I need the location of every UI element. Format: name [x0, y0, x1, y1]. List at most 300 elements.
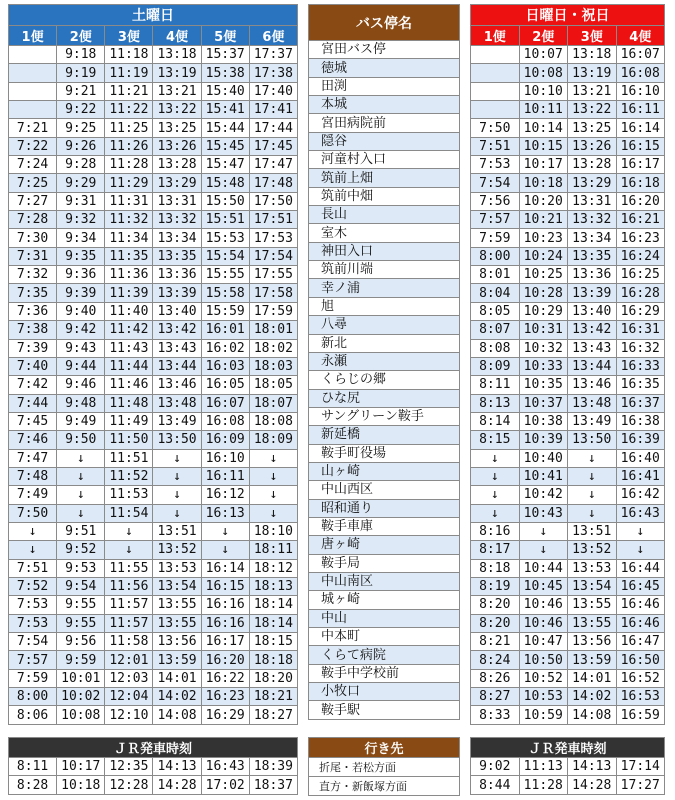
saturday-time-cell: 11:40 — [105, 302, 153, 320]
sunday-jr-time-cell: 14:13 — [568, 758, 617, 776]
saturday-time-cell: 16:08 — [201, 412, 249, 430]
saturday-rows-row — [9, 688, 298, 706]
sunday-rows-row — [471, 504, 665, 522]
saturday-rows-row — [9, 46, 298, 64]
saturday-rows-row — [9, 211, 298, 229]
saturday-time-cell: 9:26 — [57, 137, 105, 155]
saturday-time-cell: 17:38 — [249, 64, 297, 82]
saturday-time-cell: 9:51 — [57, 522, 105, 540]
bus-stop-name: 本城 — [309, 96, 460, 114]
sunday-time-cell: 16:38 — [616, 412, 665, 430]
bus-stop-row — [309, 517, 460, 535]
saturday-jr-time-cell: 16:43 — [201, 758, 249, 776]
saturday-time-cell: 18:14 — [249, 614, 297, 632]
sunday-time-cell: 16:50 — [616, 651, 665, 669]
saturday-time-cell: 13:39 — [153, 284, 201, 302]
sunday-time-cell: 8:19 — [471, 577, 520, 595]
saturday-time-cell: 13:56 — [153, 633, 201, 651]
sunday-time-cell: 16:35 — [616, 376, 665, 394]
sunday-jr-time-cell: 17:27 — [616, 776, 665, 794]
saturday-time-cell: 9:52 — [57, 541, 105, 559]
saturday-jr-time-cell: 14:13 — [153, 758, 201, 776]
saturday-time-cell: 11:55 — [105, 559, 153, 577]
saturday-time-cell: 9:25 — [57, 119, 105, 137]
saturday-time-cell: 9:50 — [57, 431, 105, 449]
bus-stop-name: 田渕 — [309, 77, 460, 95]
saturday-jr-time-cell: 10:18 — [57, 776, 105, 794]
saturday-time-cell: 7:49 — [9, 486, 57, 504]
sunday-time-cell: 10:23 — [519, 229, 568, 247]
bus-stop-row — [309, 77, 460, 95]
saturday-time-cell: 17:45 — [249, 137, 297, 155]
sunday-time-cell: 13:21 — [568, 82, 617, 100]
sunday-rows-row — [471, 192, 665, 210]
sunday-rows-row — [471, 614, 665, 632]
saturday-rows-row — [9, 156, 298, 174]
saturday-time-cell: 11:19 — [105, 64, 153, 82]
saturday-time-cell: 18:18 — [249, 651, 297, 669]
saturday-time-cell: 9:56 — [57, 633, 105, 651]
saturday-time-cell: 16:07 — [201, 394, 249, 412]
sunday-time-cell: 10:20 — [519, 192, 568, 210]
saturday-time-cell: 17:51 — [249, 211, 297, 229]
bus-stop-name: 山ヶ崎 — [309, 462, 460, 480]
saturday-time-cell: 9:22 — [57, 101, 105, 119]
saturday-time-cell — [9, 82, 57, 100]
bus-stop-row — [309, 41, 460, 59]
saturday-time-cell: 13:44 — [153, 357, 201, 375]
saturday-time-cell — [9, 64, 57, 82]
saturday-time-cell: 13:29 — [153, 174, 201, 192]
saturday-jr-time-cell: 8:28 — [9, 776, 57, 794]
sunday-time-cell: 10:40 — [519, 449, 568, 467]
bus-stop-row — [309, 297, 460, 315]
sunday-time-cell: 8:14 — [471, 412, 520, 430]
saturday-time-cell: 7:47 — [9, 449, 57, 467]
sunday-rows-row — [471, 633, 665, 651]
saturday-rows-row — [9, 633, 298, 651]
saturday-time-cell: 7:51 — [9, 559, 57, 577]
sunday-time-cell: 10:42 — [519, 486, 568, 504]
bus-stop-row — [309, 389, 460, 407]
sunday-time-cell — [471, 101, 520, 119]
saturday-time-cell: 7:48 — [9, 467, 57, 485]
sunday-time-cell: 13:22 — [568, 101, 617, 119]
sunday-time-cell: 13:18 — [568, 46, 617, 64]
saturday-rows-row — [9, 64, 298, 82]
saturday-jr-time-cell: 10:17 — [57, 758, 105, 776]
saturday-rows-row — [9, 376, 298, 394]
saturday-time-cell: 11:46 — [105, 376, 153, 394]
saturday-rows-row — [9, 137, 298, 155]
bus-stop-name: サングリーン鞍手 — [309, 407, 460, 425]
sunday-time-cell: 16:32 — [616, 339, 665, 357]
saturday-rows-row — [9, 247, 298, 265]
saturday-time-cell: 9:18 — [57, 46, 105, 64]
saturday-time-cell: 7:21 — [9, 119, 57, 137]
saturday-time-cell: 15:53 — [201, 229, 249, 247]
saturday-time-cell: 13:52 — [153, 541, 201, 559]
saturday-jr-time-cell: 18:37 — [249, 776, 297, 794]
bus-stop-name: 宮田病院前 — [309, 114, 460, 132]
saturday-time-cell: 7:38 — [9, 321, 57, 339]
saturday-time-cell: 13:55 — [153, 596, 201, 614]
saturday-time-cell: ↓ — [105, 541, 153, 559]
sunday-time-cell: 14:02 — [568, 688, 617, 706]
sunday-rows-row — [471, 394, 665, 412]
sunday-time-cell: 7:50 — [471, 119, 520, 137]
sunday-time-cell: 16:17 — [616, 156, 665, 174]
saturday-rows-row — [9, 119, 298, 137]
saturday-time-cell: 18:07 — [249, 394, 297, 412]
saturday-time-cell: 7:31 — [9, 247, 57, 265]
sunday-rows-row — [471, 669, 665, 687]
saturday-time-cell: 9:32 — [57, 211, 105, 229]
saturday-time-cell: 13:50 — [153, 431, 201, 449]
sunday-time-cell: 8:17 — [471, 541, 520, 559]
saturday-time-cell: 13:18 — [153, 46, 201, 64]
saturday-time-cell: 7:59 — [9, 669, 57, 687]
saturday-jr-time-cell: 8:11 — [9, 758, 57, 776]
sunday-time-cell: 8:21 — [471, 633, 520, 651]
saturday-column-header: 4便 — [153, 26, 201, 46]
saturday-time-cell: 11:58 — [105, 633, 153, 651]
sunday-rows-row — [471, 266, 665, 284]
bus-stop-row — [309, 242, 460, 260]
sunday-rows-row — [471, 431, 665, 449]
sunday-time-cell: 10:17 — [519, 156, 568, 174]
sunday-time-cell: 13:48 — [568, 394, 617, 412]
sunday-time-cell: ↓ — [568, 449, 617, 467]
sunday-rows-row — [471, 321, 665, 339]
sunday-time-cell: ↓ — [519, 522, 568, 540]
sunday-time-cell: 10:50 — [519, 651, 568, 669]
sunday-time-cell: 8:33 — [471, 706, 520, 724]
sunday-rows-row — [471, 339, 665, 357]
sunday-time-cell: 13:28 — [568, 156, 617, 174]
sunday-rows-row — [471, 137, 665, 155]
saturday-time-cell: 7:25 — [9, 174, 57, 192]
sunday-time-cell: 8:24 — [471, 651, 520, 669]
sunday-time-cell: ↓ — [471, 486, 520, 504]
saturday-time-cell: 18:21 — [249, 688, 297, 706]
saturday-time-cell: 7:45 — [9, 412, 57, 430]
sunday-time-cell: 16:21 — [616, 211, 665, 229]
sunday-time-cell: 13:31 — [568, 192, 617, 210]
saturday-timetable — [8, 4, 298, 725]
saturday-time-cell: 15:51 — [201, 211, 249, 229]
saturday-time-cell: 10:02 — [57, 688, 105, 706]
saturday-time-cell: 13:32 — [153, 211, 201, 229]
sunday-time-cell: 7:57 — [471, 211, 520, 229]
saturday-time-cell: 9:46 — [57, 376, 105, 394]
sunday-time-cell: 10:44 — [519, 559, 568, 577]
sunday-time-cell: 10:38 — [519, 412, 568, 430]
saturday-time-cell: 12:10 — [105, 706, 153, 724]
sunday-time-cell: 13:34 — [568, 229, 617, 247]
saturday-time-cell: 11:57 — [105, 614, 153, 632]
saturday-time-cell: 13:53 — [153, 559, 201, 577]
bus-stop-name: 幸ノ浦 — [309, 279, 460, 297]
saturday-time-cell: 11:18 — [105, 46, 153, 64]
saturday-time-cell: 13:36 — [153, 266, 201, 284]
saturday-time-cell: 18:12 — [249, 559, 297, 577]
bus-stop-row — [309, 279, 460, 297]
saturday-time-cell: 18:20 — [249, 669, 297, 687]
saturday-time-cell: 13:59 — [153, 651, 201, 669]
sunday-column-header-row — [471, 26, 665, 46]
saturday-time-cell: 13:48 — [153, 394, 201, 412]
sunday-time-cell: 8:11 — [471, 376, 520, 394]
sunday-time-cell: 7:56 — [471, 192, 520, 210]
saturday-time-cell: 11:21 — [105, 82, 153, 100]
sunday-time-cell: 16:52 — [616, 669, 665, 687]
saturday-time-cell: 7:54 — [9, 633, 57, 651]
bus-stop-row — [309, 187, 460, 205]
saturday-time-cell: 8:06 — [9, 706, 57, 724]
saturday-time-cell: 13:21 — [153, 82, 201, 100]
saturday-time-cell: 9:40 — [57, 302, 105, 320]
sunday-time-cell: 8:13 — [471, 394, 520, 412]
saturday-time-cell: 13:25 — [153, 119, 201, 137]
sunday-time-cell: ↓ — [568, 467, 617, 485]
saturday-time-cell: 15:41 — [201, 101, 249, 119]
sunday-column-header: 4便 — [616, 26, 665, 46]
destination-name: 直方・新飯塚方面 — [309, 777, 460, 796]
saturday-time-cell: 18:01 — [249, 321, 297, 339]
saturday-time-cell: 13:46 — [153, 376, 201, 394]
saturday-time-cell: 11:26 — [105, 137, 153, 155]
saturday-time-cell: 13:35 — [153, 247, 201, 265]
bus-stop-name: 徳城 — [309, 59, 460, 77]
sunday-rows-row — [471, 688, 665, 706]
sunday-time-cell: 14:08 — [568, 706, 617, 724]
saturday-time-cell: 7:28 — [9, 211, 57, 229]
saturday-time-cell: 15:38 — [201, 64, 249, 82]
sunday-time-cell: ↓ — [471, 467, 520, 485]
saturday-time-cell: 16:23 — [201, 688, 249, 706]
sunday-time-cell: 16:28 — [616, 284, 665, 302]
bus-stop-name: 昭和通り — [309, 499, 460, 517]
saturday-time-cell: 7:40 — [9, 357, 57, 375]
sunday-time-cell: 13:52 — [568, 541, 617, 559]
saturday-time-cell: 17:44 — [249, 119, 297, 137]
saturday-time-cell: 18:27 — [249, 706, 297, 724]
saturday-time-cell: 9:21 — [57, 82, 105, 100]
bus-stop-name: 新北 — [309, 334, 460, 352]
bus-stop-name: 筑前川端 — [309, 261, 460, 279]
sunday-title: 日曜日・祝日 — [471, 5, 665, 26]
saturday-time-cell: 15:40 — [201, 82, 249, 100]
saturday-time-cell: 16:22 — [201, 669, 249, 687]
saturday-rows-row — [9, 229, 298, 247]
saturday-time-cell: 9:55 — [57, 596, 105, 614]
saturday-jr-time-cell: 17:02 — [201, 776, 249, 794]
saturday-time-cell: 11:56 — [105, 577, 153, 595]
saturday-time-cell: 9:44 — [57, 357, 105, 375]
saturday-time-cell: 17:48 — [249, 174, 297, 192]
saturday-time-cell: 14:08 — [153, 706, 201, 724]
sunday-time-cell: 8:09 — [471, 357, 520, 375]
saturday-time-cell: ↓ — [153, 486, 201, 504]
sunday-rows-row — [471, 156, 665, 174]
sunday-time-cell: 13:19 — [568, 64, 617, 82]
bus-stop-name: 城ヶ崎 — [309, 591, 460, 609]
sunday-time-cell: 8:05 — [471, 302, 520, 320]
sunday-rows-row — [471, 596, 665, 614]
saturday-time-cell: ↓ — [57, 486, 105, 504]
sunday-time-cell: 16:20 — [616, 192, 665, 210]
sunday-column-header: 2便 — [519, 26, 568, 46]
saturday-time-cell: 7:35 — [9, 284, 57, 302]
bus-stop-name: 新延橋 — [309, 426, 460, 444]
sunday-time-cell: 13:35 — [568, 247, 617, 265]
saturday-rows-row — [9, 522, 298, 540]
sunday-time-cell: ↓ — [568, 486, 617, 504]
sunday-time-cell: 10:24 — [519, 247, 568, 265]
bus-stop-name: 宮田バス停 — [309, 41, 460, 59]
saturday-time-cell: 7:24 — [9, 156, 57, 174]
saturday-jr-time-cell: 12:28 — [105, 776, 153, 794]
sunday-time-cell: 16:23 — [616, 229, 665, 247]
saturday-rows-row — [9, 577, 298, 595]
saturday-time-cell: 11:54 — [105, 504, 153, 522]
saturday-time-cell: 17:41 — [249, 101, 297, 119]
saturday-jr-row — [9, 776, 298, 794]
sunday-time-cell: 8:20 — [471, 614, 520, 632]
saturday-time-cell: 7:46 — [9, 431, 57, 449]
saturday-time-cell: 7:42 — [9, 376, 57, 394]
sunday-time-cell: ↓ — [568, 504, 617, 522]
saturday-time-cell: 13:55 — [153, 614, 201, 632]
bus-stop-row — [309, 444, 460, 462]
saturday-time-cell: ↓ — [9, 522, 57, 540]
bus-stop-name: 神田入口 — [309, 242, 460, 260]
saturday-time-cell: 9:28 — [57, 156, 105, 174]
sunday-time-cell: 13:56 — [568, 633, 617, 651]
sunday-rows-row — [471, 559, 665, 577]
bus-stop-row — [309, 536, 460, 554]
saturday-time-cell: 18:05 — [249, 376, 297, 394]
saturday-jr-time-cell: 18:39 — [249, 758, 297, 776]
sunday-time-cell: 8:15 — [471, 431, 520, 449]
sunday-rows-row — [471, 486, 665, 504]
saturday-time-cell: 18:02 — [249, 339, 297, 357]
sunday-time-cell: ↓ — [616, 541, 665, 559]
saturday-time-cell: 7:36 — [9, 302, 57, 320]
saturday-time-cell: 11:42 — [105, 321, 153, 339]
saturday-time-cell: 17:55 — [249, 266, 297, 284]
sunday-time-cell: 10:52 — [519, 669, 568, 687]
bus-stop-title: バス停名 — [309, 5, 460, 41]
sunday-jr-row — [471, 776, 665, 794]
saturday-time-cell: 16:02 — [201, 339, 249, 357]
sunday-jr-time-cell: 14:28 — [568, 776, 617, 794]
sunday-time-cell: 8:20 — [471, 596, 520, 614]
saturday-time-cell: 7:52 — [9, 577, 57, 595]
sunday-time-cell: 13:26 — [568, 137, 617, 155]
sunday-rows-row — [471, 412, 665, 430]
bus-stop-row — [309, 206, 460, 224]
saturday-time-cell: 11:53 — [105, 486, 153, 504]
sunday-jr-title: ＪＲ発車時刻 — [471, 738, 665, 758]
saturday-time-cell: 18:08 — [249, 412, 297, 430]
saturday-time-cell: 9:55 — [57, 614, 105, 632]
sunday-time-cell: 10:43 — [519, 504, 568, 522]
saturday-time-cell: 11:43 — [105, 339, 153, 357]
sunday-time-cell: 13:43 — [568, 339, 617, 357]
sunday-time-cell: 16:31 — [616, 321, 665, 339]
saturday-time-cell: 9:54 — [57, 577, 105, 595]
sunday-time-cell: 10:29 — [519, 302, 568, 320]
saturday-time-cell: 13:43 — [153, 339, 201, 357]
bus-stop-name: くらじの郷 — [309, 371, 460, 389]
sunday-time-cell: 7:53 — [471, 156, 520, 174]
sunday-time-cell: 10:37 — [519, 394, 568, 412]
saturday-time-cell: 11:31 — [105, 192, 153, 210]
sunday-jr-time-cell: 11:13 — [519, 758, 568, 776]
sunday-time-cell: 10:18 — [519, 174, 568, 192]
saturday-time-cell: 13:31 — [153, 192, 201, 210]
bus-stop-name: 八尋 — [309, 316, 460, 334]
bus-stop-name: 旭 — [309, 297, 460, 315]
saturday-time-cell: 11:35 — [105, 247, 153, 265]
saturday-time-cell: 14:01 — [153, 669, 201, 687]
saturday-time-cell: 9:48 — [57, 394, 105, 412]
bus-stop-row — [309, 664, 460, 682]
saturday-jr-title: ＪＲ発車時刻 — [9, 738, 298, 758]
saturday-time-cell: 17:50 — [249, 192, 297, 210]
bus-stop-name: 鞍手局 — [309, 554, 460, 572]
sunday-time-cell: 16:53 — [616, 688, 665, 706]
sunday-jr-table — [470, 737, 665, 795]
saturday-time-cell: ↓ — [153, 504, 201, 522]
saturday-time-cell: 15:45 — [201, 137, 249, 155]
saturday-time-cell: 9:36 — [57, 266, 105, 284]
sunday-time-cell: ↓ — [519, 541, 568, 559]
bus-stop-row — [309, 554, 460, 572]
sunday-time-cell: 16:18 — [616, 174, 665, 192]
saturday-rows-row — [9, 101, 298, 119]
saturday-time-cell: 13:40 — [153, 302, 201, 320]
sunday-time-cell: 13:59 — [568, 651, 617, 669]
destination-table — [308, 737, 460, 796]
sunday-rows-row — [471, 101, 665, 119]
saturday-jr-time-cell: 12:35 — [105, 758, 153, 776]
sunday-time-cell: 10:46 — [519, 596, 568, 614]
saturday-rows-row — [9, 431, 298, 449]
saturday-time-cell: ↓ — [201, 522, 249, 540]
sunday-time-cell: 10:32 — [519, 339, 568, 357]
sunday-rows-row — [471, 302, 665, 320]
bus-stop-name: 中山 — [309, 609, 460, 627]
bus-stop-row — [309, 114, 460, 132]
saturday-time-cell: 13:22 — [153, 101, 201, 119]
saturday-time-cell: 15:59 — [201, 302, 249, 320]
saturday-time-cell: 7:39 — [9, 339, 57, 357]
sunday-time-cell: 10:31 — [519, 321, 568, 339]
saturday-time-cell: ↓ — [249, 467, 297, 485]
saturday-time-cell: 9:19 — [57, 64, 105, 82]
saturday-rows-row — [9, 559, 298, 577]
sunday-time-cell: 8:26 — [471, 669, 520, 687]
saturday-time-cell: 9:31 — [57, 192, 105, 210]
saturday-rows-row — [9, 614, 298, 632]
saturday-time-cell: 11:48 — [105, 394, 153, 412]
saturday-time-cell: 16:14 — [201, 559, 249, 577]
saturday-time-cell: 8:00 — [9, 688, 57, 706]
sunday-time-cell: 7:51 — [471, 137, 520, 155]
